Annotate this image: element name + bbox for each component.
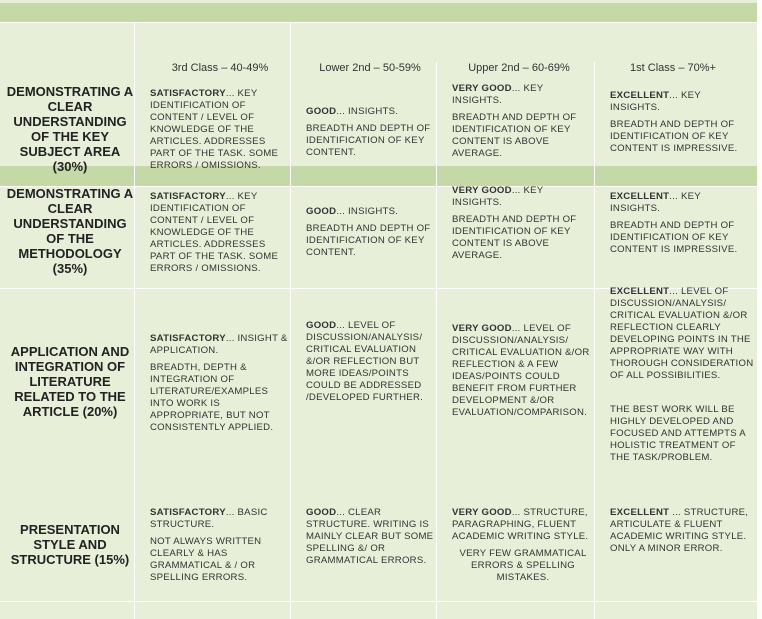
divider <box>0 601 757 602</box>
cell-text: BREADTH AND DEPTH OF IDENTIFICATION OF KEY CONTENT IS ABOVE AVERAGE. <box>452 112 577 159</box>
cell-text: ... INSIGHT & APPLICATION. <box>150 333 288 356</box>
grade-label: SATISFACTORY <box>150 333 226 344</box>
cell-text: BREADTH AND DEPTH OF IDENTIFICATION OF KEY CONTENT. <box>306 123 431 158</box>
column-header-3rd-class: 3rd Class – 40-49% <box>171 62 269 74</box>
cell-presentation-1st <box>610 507 754 560</box>
criterion-presentation: PRESENTATION STYLE AND STRUCTURE (15%) <box>10 522 130 567</box>
cell-text: ... LEVEL OF DISCUSSION/ANALYSIS/ CRITICAL EVALUATION &/OR REFLECTION BUT MORE IDEAS/POINTS COULD BE ADDRESSED /DEVELOPED FURTHER. <box>306 320 424 403</box>
cell-key-subject-1st <box>610 90 748 160</box>
cell-text: BREADTH, DEPTH & INTEGRATION OF LITERATURE/EXAMPLES INTO WORK IS APPROPRIATE, BUT NOT CONSISTENTLY APPLIED. <box>150 362 274 433</box>
cell-methodology-3rd <box>150 191 288 280</box>
cell-text: ... KEY IDENTIFICATION OF CONTENT / LEVEL OF KNOWLEDGE OF THE ARTICLES. ADDRESSES PART OF THE TASK. SOME ERRORS / OMISSIONS. <box>150 191 279 274</box>
cell-text: THE BEST WORK WILL BE HIGHLY DEVELOPED AND FOCUSED AND ATTEMPTS A HOLISTIC TREATMENT OF THE TASK/PROBLEM. <box>610 404 746 463</box>
cell-text: ... KEY INSIGHTS. <box>610 191 701 214</box>
column-divider <box>290 22 291 619</box>
criterion-literature: APPLICATION AND INTEGRATION OF LITERATURE RELATED TO THE ARTICLE (20%) <box>10 344 130 419</box>
grade-label: GOOD <box>306 507 337 518</box>
grade-label: GOOD <box>306 320 337 331</box>
cell-text: BREADTH AND DEPTH OF IDENTIFICATION OF KEY CONTENT IS ABOVE AVERAGE. <box>452 214 577 261</box>
column-header-1st-class: 1st Class – 70%+ <box>630 62 716 74</box>
cell-methodology-lower-2nd <box>306 206 440 264</box>
cell-text: NOT ALWAYS WRITTEN CLEARLY & HAS GRAMMATICAL & / OR SPELLING ERRORS. <box>150 536 262 583</box>
grade-label: GOOD <box>306 106 337 117</box>
cell-text: ... LEVEL OF DISCUSSION/ANALYSIS/ CRITICAL EVALUATION &/OR REFLECTION & A FEW IDEAS/POINTS COULD BENEFIT FROM FURTHER DEVELOPMENT &/OR EVALUATION/COMPARISON. <box>452 323 590 418</box>
cell-key-subject-lower-2nd <box>306 106 440 164</box>
cell-text: ... STRUCTURE, ARTICULATE & FLUENT ACADEMIC WRITING STYLE. ONLY A MINOR ERROR. <box>610 507 749 554</box>
cell-text: ... LEVEL OF DISCUSSION/ANALYSIS/ CRITICAL EVALUATION &/OR REFLECTION CLEARLY DEVELOPING POINTS IN THE APPROPRIATE WAY WITH THOROUGH CONSIDERATION OF ALL POSSIBILITIES. <box>610 286 754 381</box>
grade-label: SATISFACTORY <box>150 191 226 202</box>
cell-text: ... BASIC STRUCTURE. <box>150 507 268 530</box>
cell-text: ... KEY INSIGHTS. <box>452 83 544 106</box>
grade-label: VERY GOOD <box>452 323 512 334</box>
grade-label: EXCELLENT <box>610 286 670 297</box>
cell-literature-lower-2nd <box>306 320 438 409</box>
cell-presentation-upper-2nd <box>452 507 594 589</box>
cell-text: BREADTH AND DEPTH OF IDENTIFICATION OF KEY CONTENT IS IMPRESSIVE. <box>610 119 738 154</box>
cell-presentation-lower-2nd <box>306 507 438 572</box>
grade-label: EXCELLENT <box>610 507 670 518</box>
grade-label: SATISFACTORY <box>150 88 226 99</box>
cell-literature-upper-2nd <box>452 323 600 424</box>
cell-text: ... INSIGHTS. <box>336 106 399 117</box>
cell-text: ... STRUCTURE, PARAGRAPHING, FLUENT ACADEMIC WRITING STYLE. <box>452 507 589 542</box>
cell-presentation-3rd <box>150 507 288 589</box>
grade-label: VERY GOOD <box>452 185 512 196</box>
column-header-lower-2nd: Lower 2nd – 50-59% <box>319 62 421 74</box>
cell-literature-1st <box>610 286 756 469</box>
grade-label: VERY GOOD <box>452 83 512 94</box>
criterion-methodology: DEMONSTRATING A CLEAR UNDERSTANDING OF THE METHODOLOGY (35%) <box>6 186 134 276</box>
cell-methodology-1st <box>610 191 748 261</box>
cell-text: BREADTH AND DEPTH OF IDENTIFICATION OF KEY CONTENT. <box>306 223 431 258</box>
top-band <box>0 3 757 22</box>
cell-text: ... KEY INSIGHTS. <box>610 90 701 113</box>
cell-text: ... KEY INSIGHTS. <box>452 185 544 208</box>
divider <box>0 22 757 23</box>
cell-text: VERY FEW GRAMMATICAL ERRORS & SPELLING MISTAKES. <box>459 548 587 583</box>
criterion-key-subject: DEMONSTRATING A CLEAR UNDERSTANDING OF THE KEY SUBJECT AREA (30%) <box>6 84 134 174</box>
cell-text: ... KEY IDENTIFICATION OF CONTENT / LEVEL OF KNOWLEDGE OF THE ARTICLES. ADDRESSES PART OF THE TASK. SOME ERRORS / OMISSIONS. <box>150 88 279 171</box>
cell-key-subject-3rd <box>150 88 288 177</box>
grade-label: GOOD <box>306 206 337 217</box>
cell-text: ... INSIGHTS. <box>336 206 399 217</box>
cell-text: BREADTH AND DEPTH OF IDENTIFICATION OF KEY CONTENT IS IMPRESSIVE. <box>610 220 738 255</box>
cell-text: ... CLEAR STRUCTURE. WRITING IS MAINLY CLEAR BUT SOME SPELLING &/ OR GRAMMATICAL ERRORS. <box>306 507 434 566</box>
cell-literature-3rd <box>150 333 288 439</box>
column-header-upper-2nd: Upper 2nd – 60-69% <box>468 62 570 74</box>
grade-label: SATISFACTORY <box>150 507 226 518</box>
grade-label: EXCELLENT <box>610 90 670 101</box>
cell-methodology-upper-2nd <box>452 185 588 267</box>
cell-key-subject-upper-2nd <box>452 83 588 165</box>
grade-label: EXCELLENT <box>610 191 670 202</box>
grade-label: VERY GOOD <box>452 507 512 518</box>
